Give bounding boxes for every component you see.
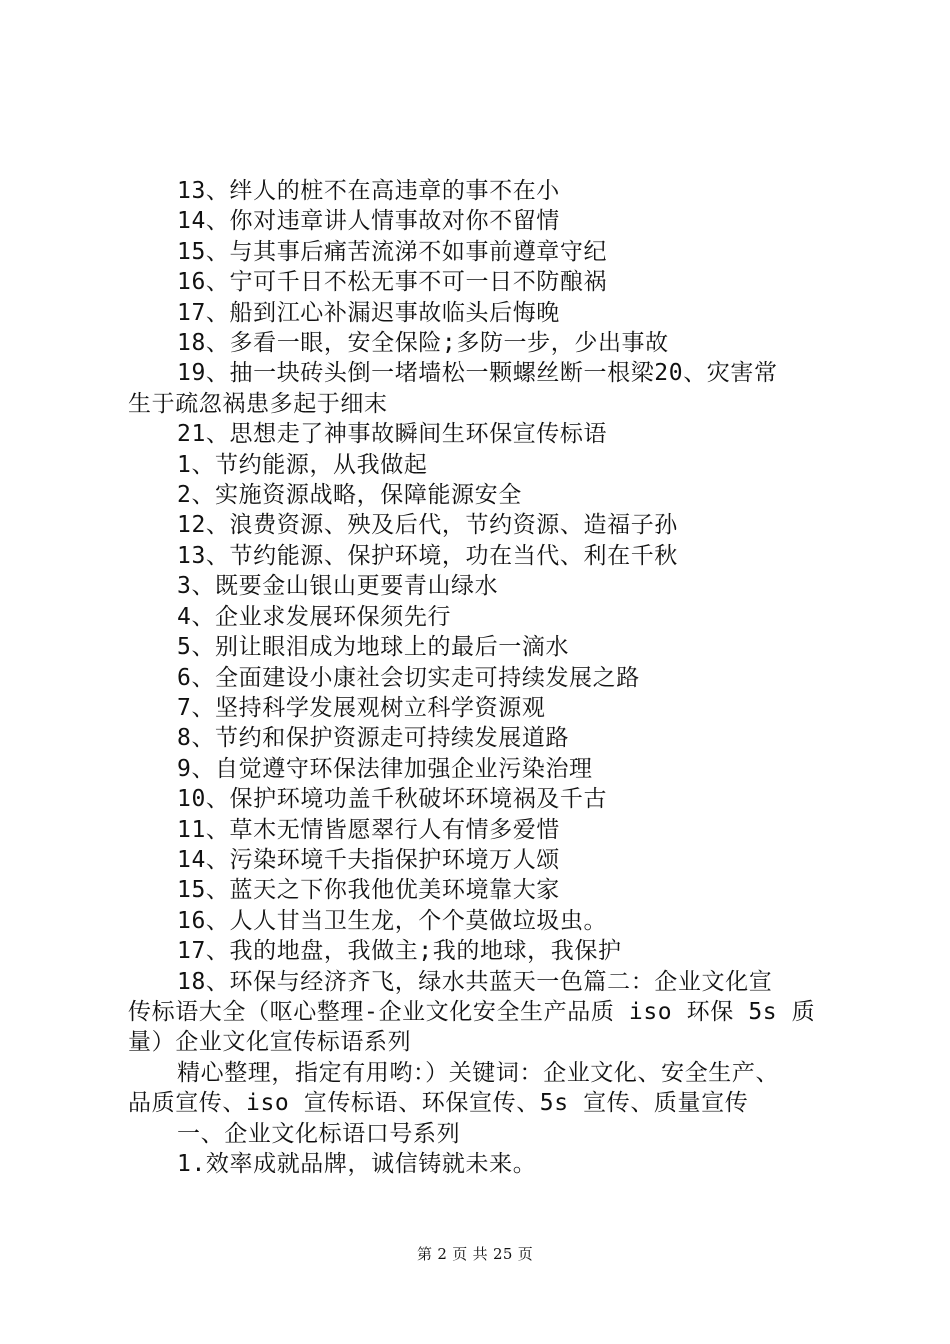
page-footer: 第 2 页 共 25 页	[416, 1245, 534, 1263]
text-line: 16、宁可千日不松无事不可一日不防酿祸	[177, 269, 608, 296]
text-line: 3、既要金山银山更要青山绿水	[177, 573, 499, 600]
text-line: 14、污染环境千夫指保护环境万人颂	[177, 846, 560, 873]
text-line: 量）企业文化宣传标语系列	[128, 1029, 412, 1056]
text-line: 17、我的地盘，我做主;我的地球，我保护	[177, 938, 622, 965]
text-line: 15、蓝天之下你我他优美环境靠大家	[177, 877, 560, 904]
text-line: 8、节约和保护资源走可持续发展道路	[177, 725, 570, 752]
text-line: 品质宣传、iso 宣传标语、环保宣传、5s 宣传、质量宣传	[128, 1090, 749, 1117]
text-line: 精心整理，指定有用哟：）关键词：企业文化、安全生产、	[177, 1059, 780, 1086]
text-line: 19、抽一块砖头倒一堵墙松一颗螺丝断一根梁20、灾害常	[177, 360, 778, 387]
text-line: 18、环保与经济齐飞，绿水共蓝天一色篇二：企业文化宣	[177, 968, 773, 995]
text-line: 5、别让眼泪成为地球上的最后一滴水	[177, 634, 570, 661]
text-line: 1、节约能源，从我做起	[177, 451, 428, 478]
text-line: 14、你对违章讲人情事故对你不留情	[177, 208, 560, 235]
text-line: 生于疏忽祸患多起于细末	[128, 390, 388, 417]
text-line: 18、多看一眼，安全保险;多防一步，少出事故	[177, 330, 669, 357]
text-line: 2、实施资源战略，保障能源安全	[177, 482, 522, 509]
text-line: 7、坚持科学发展观树立科学资源观	[177, 694, 546, 721]
text-line: 13、节约能源、保护环境，功在当代、利在千秋	[177, 542, 678, 569]
text-line: 16、人人甘当卫生龙，个个莫做垃圾虫。	[177, 907, 608, 934]
text-line: 17、船到江心补漏迟事故临头后悔晚	[177, 299, 560, 326]
text-line: 15、与其事后痛苦流涕不如事前遵章守纪	[177, 238, 608, 265]
text-line: 传标语大全（呕心整理-企业文化安全生产品质 iso 环保 5s 质	[128, 998, 816, 1025]
text-line: 21、思想走了神事故瞬间生环保宣传标语	[177, 421, 608, 448]
text-line: 4、企业求发展环保须先行	[177, 603, 452, 630]
text-line: 6、全面建设小康社会切实走可持续发展之路	[177, 664, 640, 691]
text-line: 10、保护环境功盖千秋破坏环境祸及千古	[177, 786, 608, 813]
text-line: 1.效率成就品牌，诚信铸就未来。	[177, 1151, 537, 1177]
text-line: 12、浪费资源、殃及后代，节约资源、造福子孙	[177, 512, 678, 539]
document-body	[128, 176, 838, 1179]
text-line: 13、绊人的桩不在高违章的事不在小	[177, 178, 560, 204]
text-line: 一、企业文化标语口号系列	[177, 1120, 461, 1147]
text-line: 11、草木无情皆愿翠行人有情多爱惜	[177, 816, 560, 843]
text-line: 9、自觉遵守环保法律加强企业污染治理	[177, 755, 593, 782]
